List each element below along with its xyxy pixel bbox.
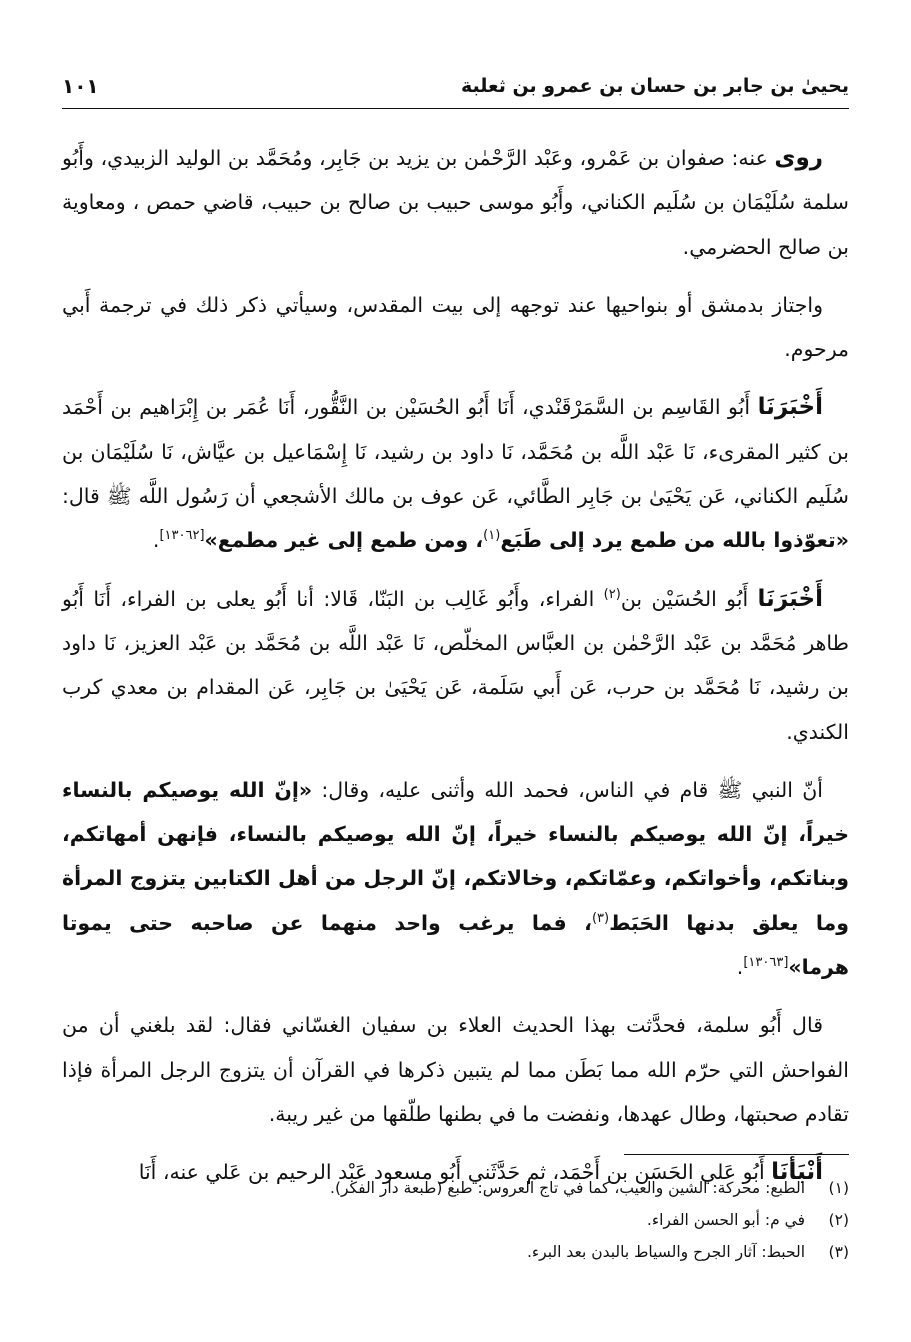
running-title: يحيىٰ بن جابر بن حسان بن عمرو بن ثعلبة	[460, 75, 849, 97]
hadith-ref-number: [١٣٠٦٣]	[743, 955, 789, 971]
narration-text: أنّ النبي ﷺ قام في الناس، فحمد الله وأثنى عليه، وقال:	[312, 777, 823, 802]
paragraph-6	[62, 1003, 849, 1136]
paragraph-4	[62, 577, 849, 754]
paragraph-text: عنه: صفوان بن عَمْرو، وعَبْد الرَّحْمٰن بن يزيد بن جَابِر، ومُحَمَّد بن الوليد الزبيدي، وأَبُو سلمة سُلَيْمَان بن سُلَيم الكناني، وأَبُو موسى حبيب بن صالح بن حبيب، قاضي حمص ، ومعاوية بن صالح الحضرمي.	[62, 146, 849, 259]
keyword-akhbarana: أَخْبَرَنَا	[757, 585, 823, 612]
hadith-text: «إنّ الله يوصيكم بالنساء خيراً، إنّ الله يوصيكم بالنساء خيراً، إنّ الله يوصيكم بالنساء، فإنهن أمهاتكم، وبناتكم، وأخواتكم، وعمّاتكم، وخالاتكم، إنّ الرجل من أهل الكتابين يتزوج المرأة وما يعلق بدنها الحَبَط	[62, 777, 849, 935]
footnote-2	[62, 1204, 849, 1236]
paragraph-2	[62, 283, 849, 372]
paragraph-text: قال أَبُو سلمة، فحدَّثت بهذا الحديث العلاء بن سفيان الغسّاني فقال: لقد بلغني أن من الفواحش التي حرّم الله مما بَطَن مما لم يتبين ذكرها في القرآن أن يتزوج الرجل المرأة فإذا تقادم صحبتها، وطال عهدها، ونفضت ما في بطنها طلّقها من غير ريبة.	[62, 1013, 849, 1126]
footnote-1	[62, 1172, 849, 1204]
end-punct: .	[736, 955, 744, 980]
hadith-text: «تعوّذوا بالله من طمع يرد إلى طَبَع	[500, 528, 849, 553]
keyword-anbaana: أَنْبَأنَا	[771, 1159, 823, 1186]
footnote-number: (٢)	[828, 1211, 849, 1229]
footnote-number: (٣)	[828, 1243, 849, 1261]
paragraph-text: واجتاز بدمشق أو بنواحيها عند توجهه إلى بيت المقدس، وسيأتي ذكر ذلك في ترجمة أَبي مرحوم.	[62, 292, 849, 362]
footnote-text: الطبع: محركة: الشين والعيب، كما في تاج العروس: طبع (طبعة دار الفكر).	[330, 1179, 805, 1197]
footnote-divider	[624, 1154, 849, 1155]
isnad-text: الفراء، وأَبُو غَالِب بن البَنّا، قَالا: أنا أَبُو يعلى بن الفراء، أَنَا أَبُو طاهر مُحَمَّد بن عَبْد الرَّحْمٰن بن العبَّاس المخلّص، نَا عَبْد اللَّه بن مُحَمَّد بن عَبْد العزيز، نَا داود بن رشيد، نَا مُحَمَّد بن حرب، عَن أَبي سَلَمة، عَن يَحْيَىٰ بن جَابِر، عَن المقدام بن معدي كرب الكندي.	[62, 586, 849, 744]
isnad-text: أَبُو القَاسِم بن السَّمَرْقَنْدي، أَنَا أَبُو الحُسَيْن بن النَّقُّور، أَنَا عُمَر بن إِبْرَاهيم بن أَحْمَد بن كثير المقرىء، نَا عَبْد اللَّه بن مُحَمَّد، نَا داود بن رشيد، نَا إِسْمَاعيل بن عيَّاش، نَا سُلَيْمَان بن سُلَيم الكناني، عَن يَحْيَىٰ بن جَابِر الطَّائي، عَن عوف بن مالك الأشجعي أن رَسُول اللَّه ﷺ قال:	[62, 395, 849, 509]
hadith-text: ، فما يرغب واحد منهما عن صاحبه حتى يموتا هرما»	[62, 910, 849, 980]
end-punct: .	[152, 528, 160, 553]
paragraph-3	[62, 385, 849, 562]
paragraph-1	[62, 136, 849, 269]
isnad-text: أَبُو الحُسَيْن بن	[620, 586, 758, 611]
footnote-text: الحبط: آثار الجرح والسياط بالبدن بعد البرء.	[526, 1243, 805, 1261]
footnote-marker: (٣)	[591, 910, 610, 926]
hadith-ref-number: [١٣٠٦٢]	[159, 528, 205, 544]
isnad-text: أَبُو عَلي الحَسَن بن أَحْمَد، ثم حَدَّثَني أَبُو مسعود عَبْد الرحيم بن عَلي عنه، أَنَا	[138, 1160, 772, 1185]
footnotes	[62, 1172, 849, 1268]
keyword-akhbarana: أَخْبَرَنَا	[757, 394, 823, 421]
footnote-marker: (٢)	[603, 586, 621, 602]
footnote-3	[62, 1236, 849, 1268]
footnote-number: (١)	[828, 1179, 849, 1197]
footnote-marker: (١)	[483, 528, 501, 544]
keyword-rawa: روى	[774, 145, 823, 171]
main-text	[62, 136, 849, 1209]
page-header	[62, 64, 849, 109]
page-number: ١٠١	[62, 74, 99, 98]
hadith-text: ، ومن طمع إلى غير مطمع»	[204, 528, 484, 553]
footnote-text: في م: أبو الحسن الفراء.	[646, 1211, 805, 1229]
paragraph-5	[62, 768, 849, 989]
